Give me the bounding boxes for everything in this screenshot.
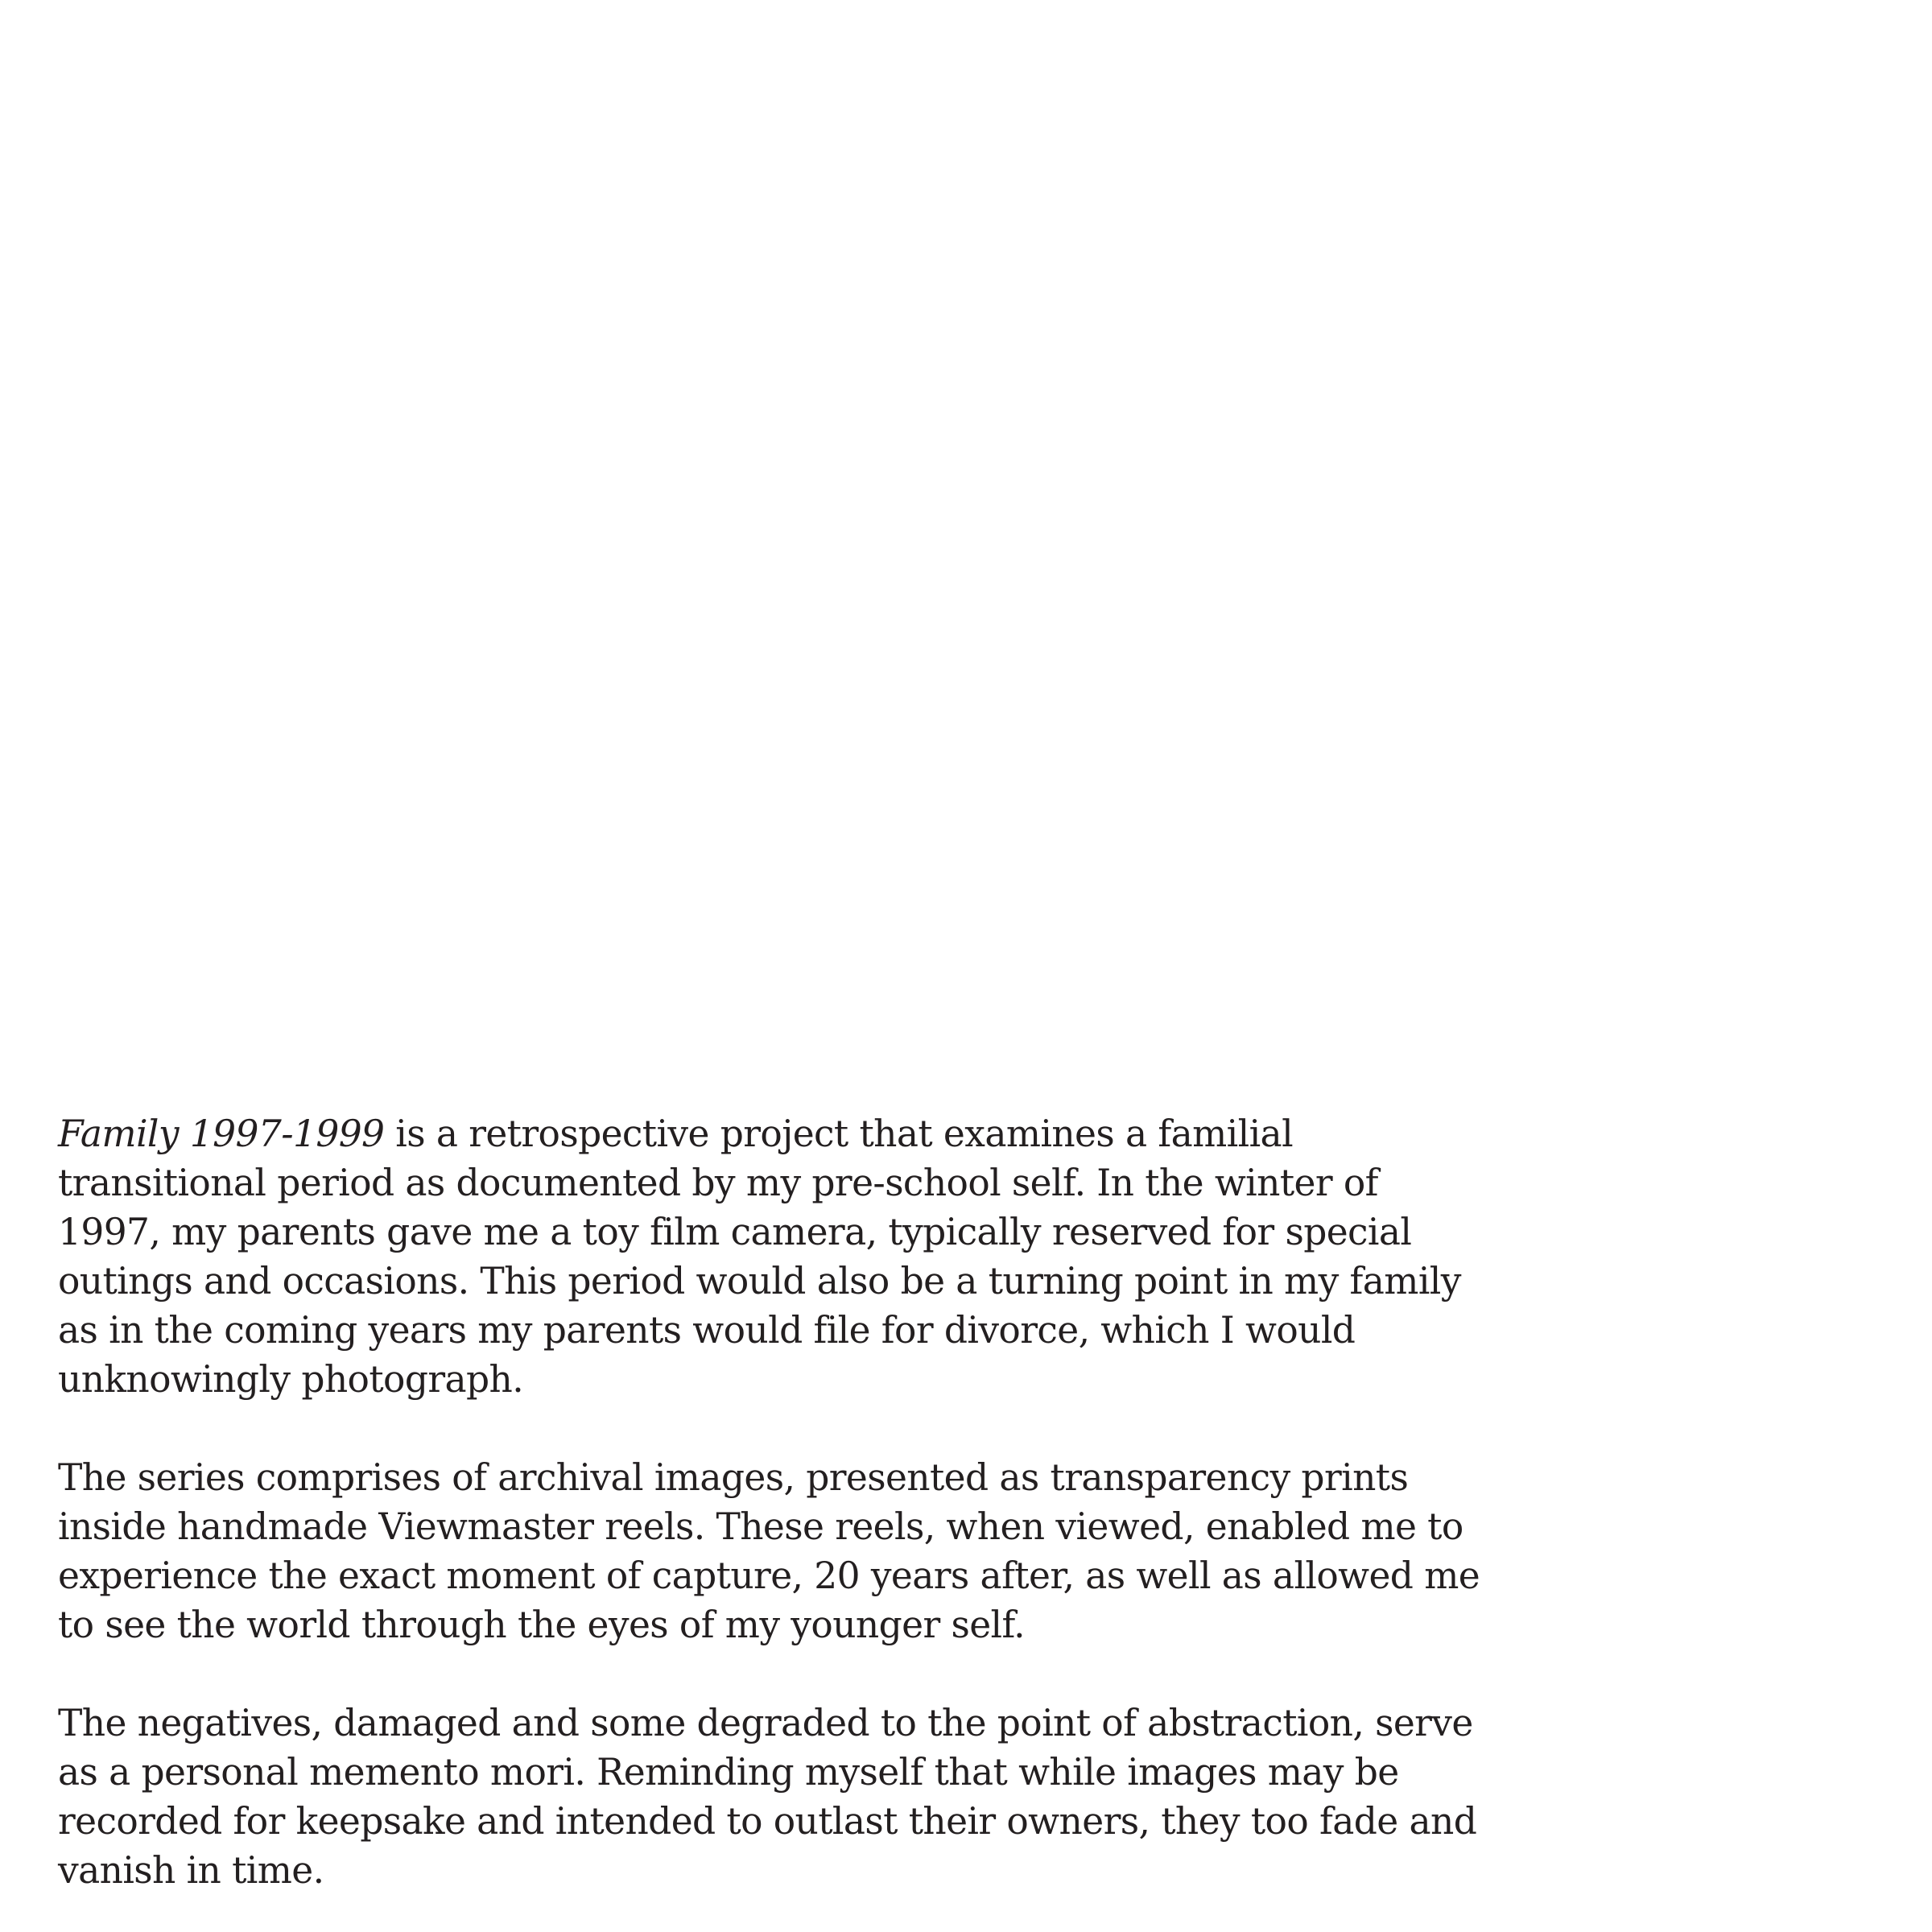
statement-line <box>58 1109 1443 1158</box>
statement-line: transitional period as documented by my pre-school self. In the winter of <box>58 1162 1378 1204</box>
statement-line: as in the coming years my parents would file for divorce, which I would <box>58 1309 1356 1352</box>
statement-line: inside handmade Viewmaster reels. These reels, when viewed, enabled me to <box>58 1505 1463 1548</box>
statement-line: as a personal memento mori. Reminding myself that while images may be <box>58 1751 1399 1794</box>
statement-line: unknowingly photograph. <box>58 1358 524 1401</box>
statement-paragraph-2 <box>58 1453 1480 1649</box>
statement-line: The series comprises of archival images, presented as transparency prints <box>58 1456 1409 1499</box>
project-title: Family 1997-1999 <box>58 1113 385 1155</box>
artist-statement <box>58 1109 1480 1895</box>
statement-line: recorded for keepsake and intended to outlast their owners, they too fade and <box>58 1800 1477 1843</box>
statement-line: The negatives, damaged and some degraded to the point of abstraction, serve <box>58 1702 1473 1744</box>
statement-paragraph-3 <box>58 1699 1477 1895</box>
statement-line: vanish in time. <box>58 1849 324 1892</box>
statement-line: to see the world through the eyes of my younger self. <box>58 1604 1025 1646</box>
statement-line: 1997, my parents gave me a toy film camera, typically reserved for special <box>58 1211 1412 1253</box>
statement-line: outings and occasions. This period would also be a turning point in my family <box>58 1260 1461 1302</box>
statement-line-text: is a retrospective project that examines a familial <box>384 1113 1294 1155</box>
statement-paragraph-1 <box>58 1109 1461 1404</box>
statement-line: experience the exact moment of capture, 20 years after, as well as allowed me <box>58 1554 1480 1597</box>
